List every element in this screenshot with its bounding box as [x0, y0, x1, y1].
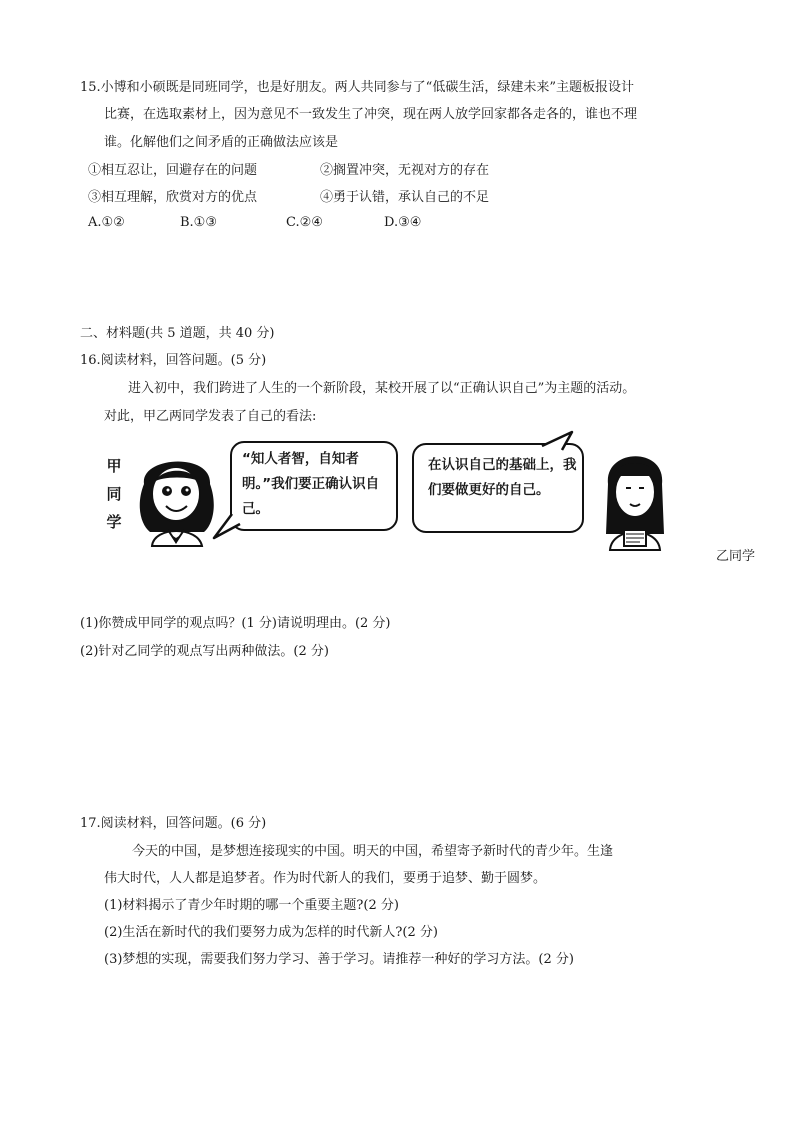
q17-subquestion-1: (1)材料揭示了青少年时期的哪一个重要主题?(2 分)	[104, 898, 399, 913]
q17-title: 17.阅读材料，回答问题。(6 分)	[80, 816, 267, 831]
q15-option-b: B.①③	[180, 215, 217, 230]
q17-subquestion-3: (3)梦想的实现，需要我们努力学习、善于学习。请推荐一种好的学习方法。(2 分)	[104, 952, 574, 967]
q15-option-a: A.①②	[88, 215, 125, 230]
speech-bubble-yi	[412, 443, 584, 533]
q15-option-c: C.②④	[286, 215, 323, 230]
q17-material-line2: 伟大时代，人人都是追梦者。作为时代新人的我们，要勇于追梦、勤于圆梦。	[104, 871, 547, 886]
q15-statement-4: ④勇于认错，承认自己的不足	[320, 190, 490, 205]
jia-label: 甲 同 学	[106, 457, 122, 531]
q15-stem-line3: 谁。化解他们之间矛盾的正确做法应该是	[104, 135, 339, 150]
q16-subquestion-1: (1)你赞成甲同学的观点吗？(1 分)请说明理由。(2 分)	[80, 616, 391, 631]
student-jia-illustration	[132, 446, 222, 552]
yi-label: 乙同学	[716, 549, 756, 564]
q16-material-line1: 进入初中，我们跨进了人生的一个新阶段，某校开展了以“正确认识自己”为主题的活动。	[128, 381, 636, 396]
q15-statement-2: ②搁置冲突，无视对方的存在	[320, 163, 490, 178]
q16-material-line2: 对此，甲乙两同学发表了自己的看法:	[104, 409, 317, 424]
q15-stem-line1: 15.小博和小硕既是同班同学，也是好朋友。两人共同参与了“低碳生活，绿建未来”主题板报设计	[80, 80, 634, 95]
q17-subquestion-2: (2)生活在新时代的我们要努力成为怎样的时代新人?(2 分)	[104, 925, 438, 940]
speech-bubble-jia	[230, 441, 398, 531]
speech-bubble-yi-tail	[538, 430, 578, 452]
speech-bubble-jia-tail	[212, 512, 242, 540]
section-heading: 二、材料题(共 5 道题，共 40 分)	[80, 326, 275, 341]
speech-bubble-jia-text: “知人者智，自知者明。”我们要正确认识自己。	[242, 451, 380, 517]
q15-statement-1: ①相互忍让，回避存在的问题	[88, 163, 258, 178]
speech-bubble-yi-text: 在认识自己的基础上，我们要做更好的自己。	[428, 457, 577, 498]
q16-subquestion-2: (2)针对乙同学的观点写出两种做法。(2 分)	[80, 644, 329, 659]
q15-statement-3: ③相互理解，欣赏对方的优点	[88, 190, 258, 205]
student-yi-illustration	[596, 442, 674, 554]
q17-material-line1: 今天的中国，是梦想连接现实的中国。明天的中国，希望寄予新时代的青少年。生逢	[132, 844, 614, 859]
q15-stem-line2: 比赛，在选取素材上，因为意见不一致发生了冲突，现在两人放学回家都各走各的，谁也不理	[104, 107, 638, 122]
q15-option-d: D.③④	[384, 215, 422, 230]
q16-title: 16.阅读材料，回答问题。(5 分)	[80, 353, 267, 368]
